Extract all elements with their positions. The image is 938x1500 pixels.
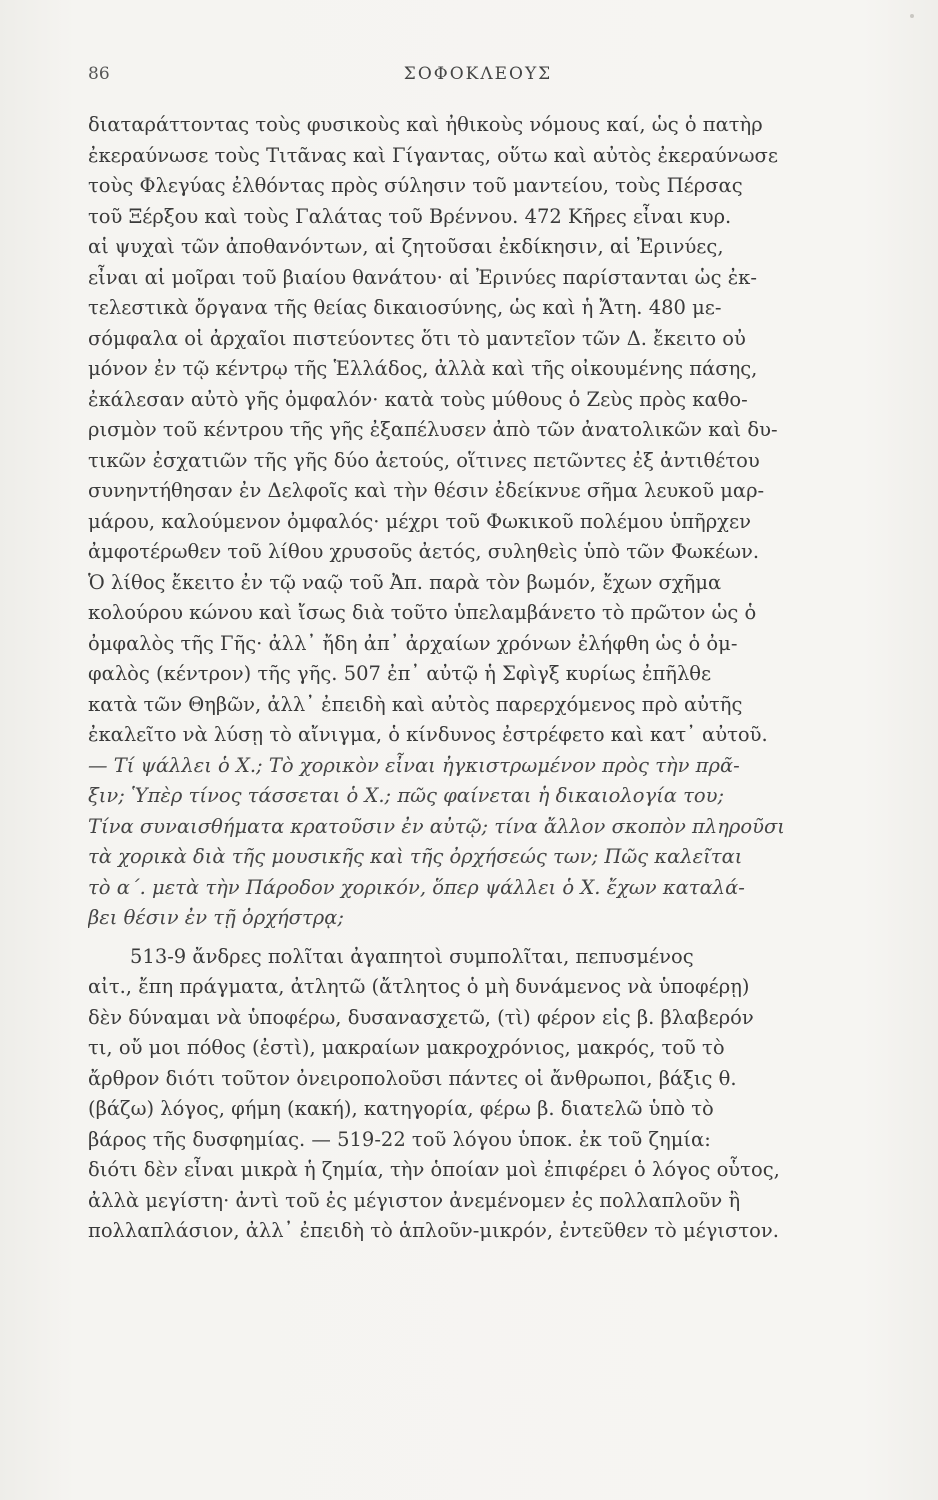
text-line: ἐκαλεῖτο νὰ λύσῃ τὸ αἴνιγμα, ὁ κίνδυνος ἐστρέφετο καὶ κατ᾽ αὐτοῦ. <box>88 723 768 746</box>
question-line: βει θέσιν ἐν τῇ ὀρχήστρᾳ; <box>88 906 344 929</box>
text-line: ἐκάλεσαν αὐτὸ γῆς ὀμφαλόν· κατὰ τοὺς μύθους ὁ Ζεὺς πρὸς καθο- <box>88 387 748 411</box>
text-line: διαταράττοντας τοὺς φυσικοὺς καὶ ἠθικοὺς νόμους καί, ὡς ὁ πατὴρ <box>88 113 763 136</box>
text-line: ρισμὸν τοῦ κέντρου τῆς γῆς ἐξαπέλυσεν ἀπὸ τῶν ἀνατολικῶν καὶ δυ- <box>88 418 778 441</box>
text-line: κατὰ τῶν Θηβῶν, ἀλλ᾽ ἐπειδὴ καὶ αὐτὸς παρερχόμενος πρὸ αὐτῆς <box>88 692 743 716</box>
question-line: ξιν; Ὑπὲρ τίνος τάσσεται ὁ Χ.; πῶς φαίνεται ἡ δικαιολογία του; <box>88 784 725 807</box>
commentary-text <box>88 110 873 1247</box>
text-line: βάρος τῆς δυσφημίας. — 519-22 τοῦ λόγου ὑποκ. ἐκ τοῦ ζημία: <box>88 1127 711 1151</box>
text-line: πολλαπλάσιον, ἀλλ᾽ ἐπειδὴ τὸ ἁπλοῦν-μικρόν, ἐντεῦθεν τὸ μέγιστον. <box>88 1219 779 1242</box>
text-line: Ὁ λίθος ἔκειτο ἐν τῷ ναῷ τοῦ Ἀπ. παρὰ τὸν βωμόν, ἔχων σχῆμα <box>88 570 722 594</box>
text-line: αἰτ., ἔπη πράγματα, ἀτλητῶ (ἄτλητος ὁ μὴ δυνάμενος νὰ ὑποφέρῃ) <box>88 975 750 998</box>
text-line: δὲν δύναμαι νὰ ὑποφέρω, δυσανασχετῶ, (τὶ) φέρον εἰς β. βλαβερόν <box>88 1005 754 1029</box>
text-line: ἀλλὰ μεγίστη· ἀντὶ τοῦ ἐς μέγιστον ἀνεμένομεν ἐς πολλαπλοῦν ἢ <box>88 1188 741 1212</box>
text-line: τελεστικὰ ὄργανα τῆς θείας δικαιοσύνης, ὡς καὶ ἡ Ἄτη. 480 με- <box>88 296 722 319</box>
text-line: τικῶν ἐσχατιῶν τῆς γῆς δύο ἀετούς, οἵτινες πετῶντες ἐξ ἀντιθέτου <box>88 448 760 472</box>
text-line: ἐκεραύνωσε τοὺς Τιτᾶνας καὶ Γίγαντας, οὕτω καὶ αὐτὸς ἐκεραύνωσε <box>88 143 778 167</box>
text-line: σόμφαλα οἱ ἀρχαῖοι πιστεύοντες ὅτι τὸ μαντεῖον τῶν Δ. ἔκειτο οὐ <box>88 326 746 350</box>
text-line: κολούρου κώνου καὶ ἴσως διὰ τοῦτο ὑπελαμβάνετο τὸ πρῶτον ὡς ὁ <box>88 601 757 624</box>
question-line: τὸ α΄. μετὰ τὴν Πάροδον χορικόν, ὅπερ ψάλλει ὁ Χ. ἔχων καταλά- <box>88 875 745 899</box>
text-line: 513-9 ἄνδρες πολῖται ἀγαπητοὶ συμπολῖται, πεπυσμένος <box>130 944 694 968</box>
question-line: τὰ χορικὰ διὰ τῆς μουσικῆς καὶ τῆς ὀρχήσεώς των; Πῶς καλεῖται <box>88 845 743 868</box>
text-line: αἱ ψυχαὶ τῶν ἀποθανόντων, αἱ ζητοῦσαι ἐκδίκησιν, αἱ Ἐρινύες, <box>88 235 724 258</box>
text-line: (βάζω) λόγος, φήμη (κακή), κατηγορία, φέρω β. διατελῶ ὑπὸ τὸ <box>88 1097 714 1120</box>
text-line: μάρου, καλούμενον ὀμφαλός· μέχρι τοῦ Φωκικοῦ πολέμου ὑπῆρχεν <box>88 509 751 533</box>
text-line: ὀμφαλὸς τῆς Γῆς· ἀλλ᾽ ἤδη ἀπ᾽ ἀρχαίων χρόνων ἐλήφθη ὡς ὁ ὀμ- <box>88 631 738 655</box>
text-line: εἶναι αἱ μοῖραι τοῦ βιαίου θανάτου· αἱ Ἐρινύες παρίστανται ὡς ἐκ- <box>88 265 757 289</box>
text-line: συνηντήθησαν ἐν Δελφοῖς καὶ τὴν θέσιν ἐδείκνυε σῆμα λευκοῦ μαρ- <box>88 479 765 502</box>
text-line: τοῦ Ξέρξου καὶ τοὺς Γαλάτας τοῦ Βρέννου. 472 Κῆρες εἶναι κυρ. <box>88 204 732 228</box>
text-line: μόνον ἐν τῷ κέντρῳ τῆς Ἑλλάδος, ἀλλὰ καὶ τῆς οἰκουμένης πάσης, <box>88 357 758 380</box>
page-number: 86 <box>88 64 110 84</box>
question-line: Τίνα συναισθήματα κρατοῦσιν ἐν αὐτῷ; τίνα ἄλλον σκοπὸν πληροῦσι <box>88 814 785 838</box>
text-line: ἀμφοτέρωθεν τοῦ λίθου χρυσοῦς ἀετός, συληθεὶς ὑπὸ τῶν Φωκέων. <box>88 540 760 563</box>
paper-speck <box>910 14 914 18</box>
question-line: — Τί ψάλλει ὁ Χ.; Τὸ χορικὸν εἶναι ἠγκιστρωμένον πρὸς τὴν πρᾶ- <box>88 753 740 777</box>
text-line: ἄρθρον διότι τοῦτον ὀνειροπολοῦσι πάντες οἱ ἄνθρωποι, βάξις θ. <box>88 1066 737 1090</box>
text-line: τι, οὔ μοι πόθος (ἐστὶ), μακραίων μακροχρόνιος, μακρός, τοῦ τὸ <box>88 1036 725 1059</box>
page-header <box>88 64 868 94</box>
text-line: διότι δὲν εἶναι μικρὰ ἡ ζημία, τὴν ὁποίαν μοὶ ἐπιφέρει ὁ λόγος οὗτος, <box>88 1158 780 1181</box>
running-title: ΣΟΦΟΚΛΕΟΥΣ <box>403 64 553 84</box>
text-line: τοὺς Φλεγύας ἐλθόντας πρὸς σύλησιν τοῦ μαντείου, τοὺς Πέρσας <box>88 174 743 197</box>
text-line: φαλὸς (κέντρον) τῆς γῆς. 507 ἐπ᾽ αὐτῷ ἡ Σφὶγξ κυρίως ἐπῆλθε <box>88 662 712 685</box>
